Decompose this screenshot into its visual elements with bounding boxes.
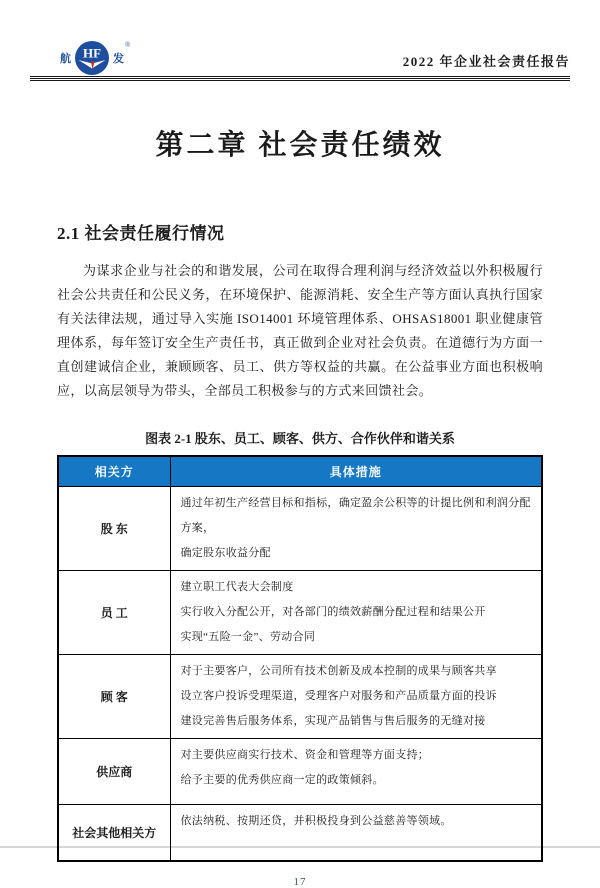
measure-line: 对于主要客户，公司所有技术创新及成本控制的成果与顾客共享 xyxy=(180,664,497,677)
stakeholder-measures xyxy=(170,654,542,738)
measure-line: 设立客户投诉受理渠道，受理客户对服务和产品质量方面的投诉 xyxy=(180,689,497,702)
page-number: 17 xyxy=(293,876,307,888)
stakeholder-measures xyxy=(170,804,542,861)
stakeholder-measures xyxy=(170,570,542,654)
measure-line: 建设完善售后服务体系，实现产品销售与售后服务的无缝对接 xyxy=(180,714,486,727)
stakeholder-name: 顾 客 xyxy=(58,654,170,738)
stakeholder-name: 员 工 xyxy=(58,570,170,654)
measure-line: 通过年初生产经营目标和指标，确定盈余公积等的计提比例和利润分配方案， xyxy=(180,496,531,534)
section-heading: 2.1 社会责任履行情况 xyxy=(57,224,225,243)
measure-line: 建立职工代表大会制度 xyxy=(180,580,294,593)
measure-line: 实行收入分配公开，对各部门的绩效薪酬分配过程和结果公开 xyxy=(180,605,486,618)
column-header-stakeholder: 相关方 xyxy=(58,456,170,486)
stakeholder-name: 股 东 xyxy=(58,486,170,570)
stakeholder-measures xyxy=(170,738,542,804)
measure-line: 依法纳税、按期还贷，并积极投身到公益慈善等领域。 xyxy=(180,814,452,827)
section-paragraph: 为谋求企业与社会的和谐发展，公司在取得合理利润与经济效益以外积极履行社会公共责任和公民义务，在环境保护、能源消耗、安全生产等方面认真执行国家有关法律法规，通过导入实施 ISO14001 环境管理体系、OHSAS18001 职业健康管理体系，每年签订安全生产责任书，真正做到企业对社会负责。在道德行为方面一直创建诚信企业，兼顾顾客、员工、供方等权益的共赢。在公益事业方面也积极响应，以高层领导为带头，全部员工积极参与的方式来回馈社会。 xyxy=(57,263,543,398)
registered-trademark-icon: ® xyxy=(125,41,131,49)
page-header xyxy=(30,0,570,81)
header-divider-rule xyxy=(30,76,570,81)
logo-right-char: 发 xyxy=(113,53,124,65)
stakeholder-name: 社会其他相关方 xyxy=(58,804,170,861)
column-header-measures: 具体措施 xyxy=(170,456,542,486)
table-row xyxy=(58,570,542,654)
table-row xyxy=(58,804,542,861)
hf-emblem-icon xyxy=(74,40,110,76)
company-logo xyxy=(60,40,129,76)
table-row xyxy=(58,486,542,570)
svg-text:HF: HF xyxy=(82,45,102,61)
table-row xyxy=(58,654,542,738)
logo-left-char: 航 xyxy=(60,53,71,65)
measure-line: 确定股东收益分配 xyxy=(180,546,271,559)
report-title: 2022 年企业社会责任报告 xyxy=(402,54,570,69)
stakeholder-measures xyxy=(170,486,542,570)
stakeholder-table-body xyxy=(58,486,542,861)
stakeholder-table xyxy=(57,455,543,862)
measure-line: 给予主要的优秀供应商一定的政策倾斜。 xyxy=(180,773,384,786)
measure-line: 对主要供应商实行技术、资金和管理等方面支持； xyxy=(180,748,430,761)
table-header xyxy=(58,456,542,486)
header-top-row xyxy=(30,0,570,76)
chapter-title: 第二章 社会责任绩效 xyxy=(155,130,445,161)
table-row xyxy=(58,738,542,804)
table-header-row xyxy=(58,456,542,486)
table-caption: 图表 2-1 股东、员工、顾客、供方、合作伙伴和谐关系 xyxy=(145,431,455,446)
stakeholder-name: 供应商 xyxy=(58,738,170,804)
measure-line: 实现“五险一金”、劳动合同 xyxy=(180,630,316,643)
page-content xyxy=(57,123,543,888)
